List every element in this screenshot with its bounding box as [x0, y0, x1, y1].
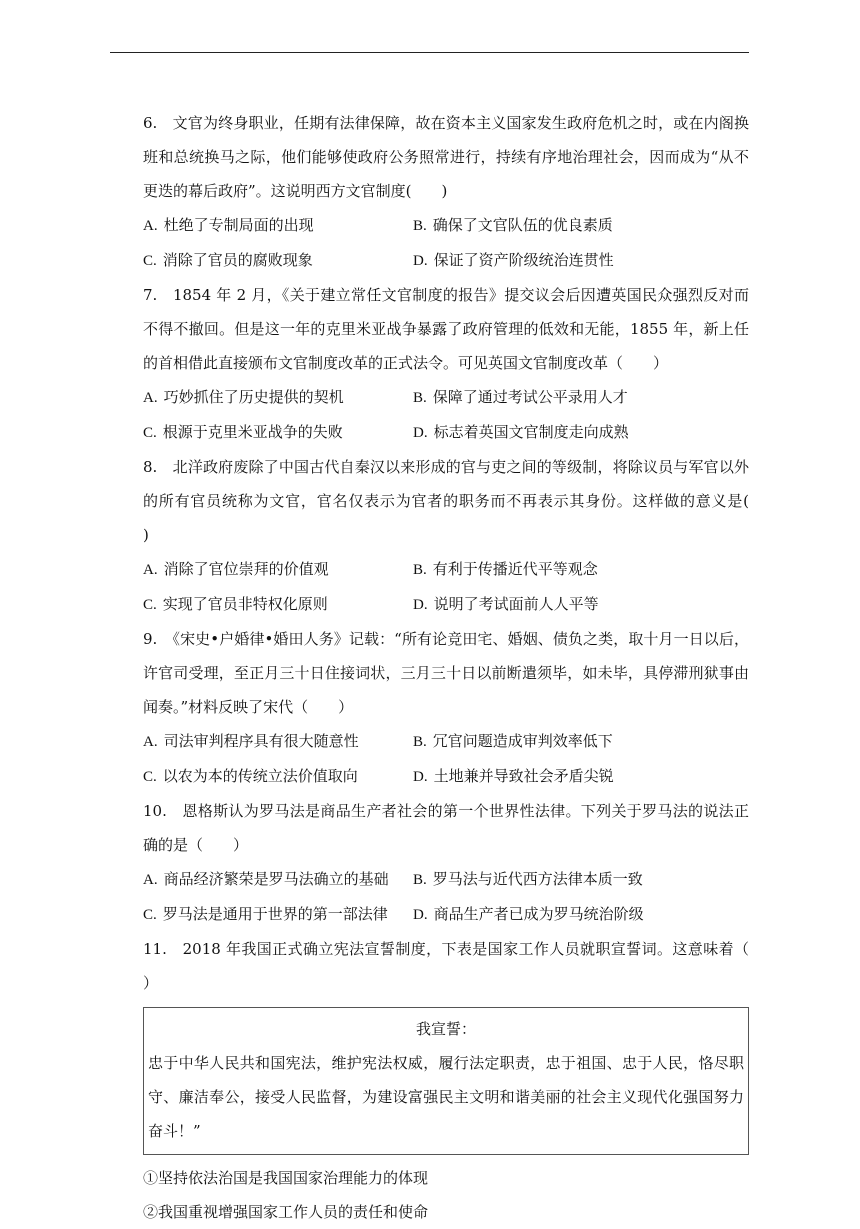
answer-options [143, 208, 749, 278]
option-text: 罗马法与近代西方法律本质一致 [432, 870, 643, 888]
answer-options [143, 552, 749, 622]
option-letter: C. [143, 425, 157, 441]
option-letter: A. [143, 390, 158, 406]
option-text: 说明了考试面前人人平等 [433, 595, 599, 613]
question-7 [143, 278, 749, 450]
question-8 [143, 450, 780, 622]
option-letter: C. [143, 907, 157, 923]
option-text: 罗马法是通用于世界的第一部法律 [162, 905, 388, 923]
option-c[interactable] [143, 897, 413, 932]
option-text: 以农为本的传统立法价值取向 [162, 767, 358, 785]
oath-text: 忠于中华人民共和国宪法，维护宪法权威，履行法定职责，忠于祖国、忠于人民，恪尽职守、廉洁奉公，接受人民监督，为建设富强民主文明和谐美丽的社会主义现代化强国努力奋斗！” [148, 1054, 744, 1140]
option-text: 消除了官位崇拜的价值观 [163, 560, 329, 578]
option-a[interactable] [143, 380, 413, 415]
option-a[interactable] [143, 552, 413, 587]
question-text: 9. 《宋史•户婚律•婚田人务》记载：“所有论竞田宅、婚姻、债负之类，取十月一日以后，许官司受理，至正月三十日住接词状，三月三十日以前断遣须毕，如未毕，具停滞刑狱事由闻奏。”材料反映了宋代（ ） [143, 630, 749, 716]
option-c[interactable] [143, 415, 413, 450]
option-text: 标志着英国文官制度走向成熟 [433, 423, 629, 441]
option-d[interactable] [413, 243, 749, 278]
option-letter: C. [143, 597, 157, 613]
option-letter: D. [413, 769, 428, 785]
option-text: 根源于克里米亚战争的失败 [162, 423, 343, 441]
option-letter: B. [413, 390, 427, 406]
option-text: 消除了官员的腐败现象 [162, 251, 313, 269]
option-c[interactable] [143, 243, 413, 278]
option-letter: B. [413, 218, 427, 234]
option-letter: D. [413, 425, 428, 441]
question-text: 8. 北洋政府废除了中国古代自秦汉以来形成的官与吏之间的等级制，将除议员与军官以外的所有官员统称为文官，官名仅表示为官者的职务而不再表示其身份。这样做的意义是( ) [143, 458, 780, 544]
question-10 [143, 794, 749, 932]
option-letter: A. [143, 872, 158, 888]
question-text: 10. 恩格斯认为罗马法是商品生产者社会的第一个世界性法律。下列关于罗马法的说法正确的是（ ） [143, 802, 749, 854]
question-text: 7. 1854 年 2 月，《关于建立常任文官制度的报告》提交议会后因遭英国民众强烈反对而不得不撤回。但是这一年的克里米亚战争暴露了政府管理的低效和无能，1855 年，新上任的首相借此直接颁布文官制度改革的正式法令。可见英国文官制度改革（ ） [143, 286, 749, 372]
answer-options [143, 380, 749, 450]
question-11 [143, 932, 780, 1229]
option-text: 杜绝了专制局面的出现 [163, 216, 314, 234]
option-text: 商品经济繁荣是罗马法确立的基础 [163, 870, 389, 888]
option-letter: D. [413, 907, 428, 923]
option-text: 实现了官员非特权化原则 [162, 595, 328, 613]
option-letter: A. [143, 734, 158, 750]
option-a[interactable] [143, 724, 413, 759]
answer-options [143, 862, 749, 932]
option-d[interactable] [413, 759, 749, 794]
option-c[interactable] [143, 759, 413, 794]
option-b[interactable] [413, 380, 749, 415]
option-text: 保障了通过考试公平录用人才 [432, 388, 628, 406]
option-b[interactable] [413, 552, 749, 587]
option-letter: B. [413, 872, 427, 888]
option-text: 巧妙抓住了历史提供的契机 [163, 388, 344, 406]
option-d[interactable] [413, 415, 749, 450]
question-9 [143, 622, 749, 794]
option-text: 司法审判程序具有很大随意性 [163, 732, 359, 750]
option-b[interactable] [413, 724, 749, 759]
option-letter: B. [413, 734, 427, 750]
oath-box [143, 1007, 749, 1155]
question-text: 11. 2018 年我国正式确立宪法宣誓制度，下表是国家工作人员就职宣誓词。这意味着（ ） [143, 940, 780, 992]
option-letter: D. [413, 597, 428, 613]
option-b[interactable] [413, 208, 749, 243]
statement-2: ②我国重视增强国家工作人员的责任和使命 [143, 1203, 429, 1221]
option-text: 商品生产者已成为罗马统治阶级 [433, 905, 644, 923]
option-text: 有利于传播近代平等观念 [432, 560, 598, 578]
header-rule [110, 52, 749, 53]
option-letter: C. [143, 769, 157, 785]
option-letter: A. [143, 562, 158, 578]
statement-1: ①坚持依法治国是我国国家治理能力的体现 [143, 1169, 429, 1187]
option-letter: B. [413, 562, 427, 578]
option-letter: A. [143, 218, 158, 234]
question-list [143, 106, 780, 1229]
option-c[interactable] [143, 587, 413, 622]
option-text: 保证了资产阶级统治连贯性 [433, 251, 614, 269]
answer-options [143, 724, 749, 794]
option-text: 确保了文官队伍的优良素质 [432, 216, 613, 234]
option-letter: C. [143, 253, 157, 269]
option-letter: D. [413, 253, 428, 269]
option-d[interactable] [413, 587, 749, 622]
option-a[interactable] [143, 208, 413, 243]
question-text: 6. 文官为终身职业，任期有法律保障，故在资本主义国家发生政府危机之时，或在内阁换班和总统换马之际，他们能够使政府公务照常进行，持续有序地治理社会，因而成为“从不更迭的幕后政府”。这说明西方文官制度( ) [143, 114, 749, 200]
option-b[interactable] [413, 862, 749, 897]
question-6 [143, 106, 749, 278]
option-a[interactable] [143, 862, 413, 897]
option-text: 冗官问题造成审判效率低下 [432, 732, 613, 750]
oath-title: 我宣誓： [415, 1020, 476, 1038]
option-d[interactable] [413, 897, 749, 932]
option-text: 土地兼并导致社会矛盾尖锐 [433, 767, 614, 785]
